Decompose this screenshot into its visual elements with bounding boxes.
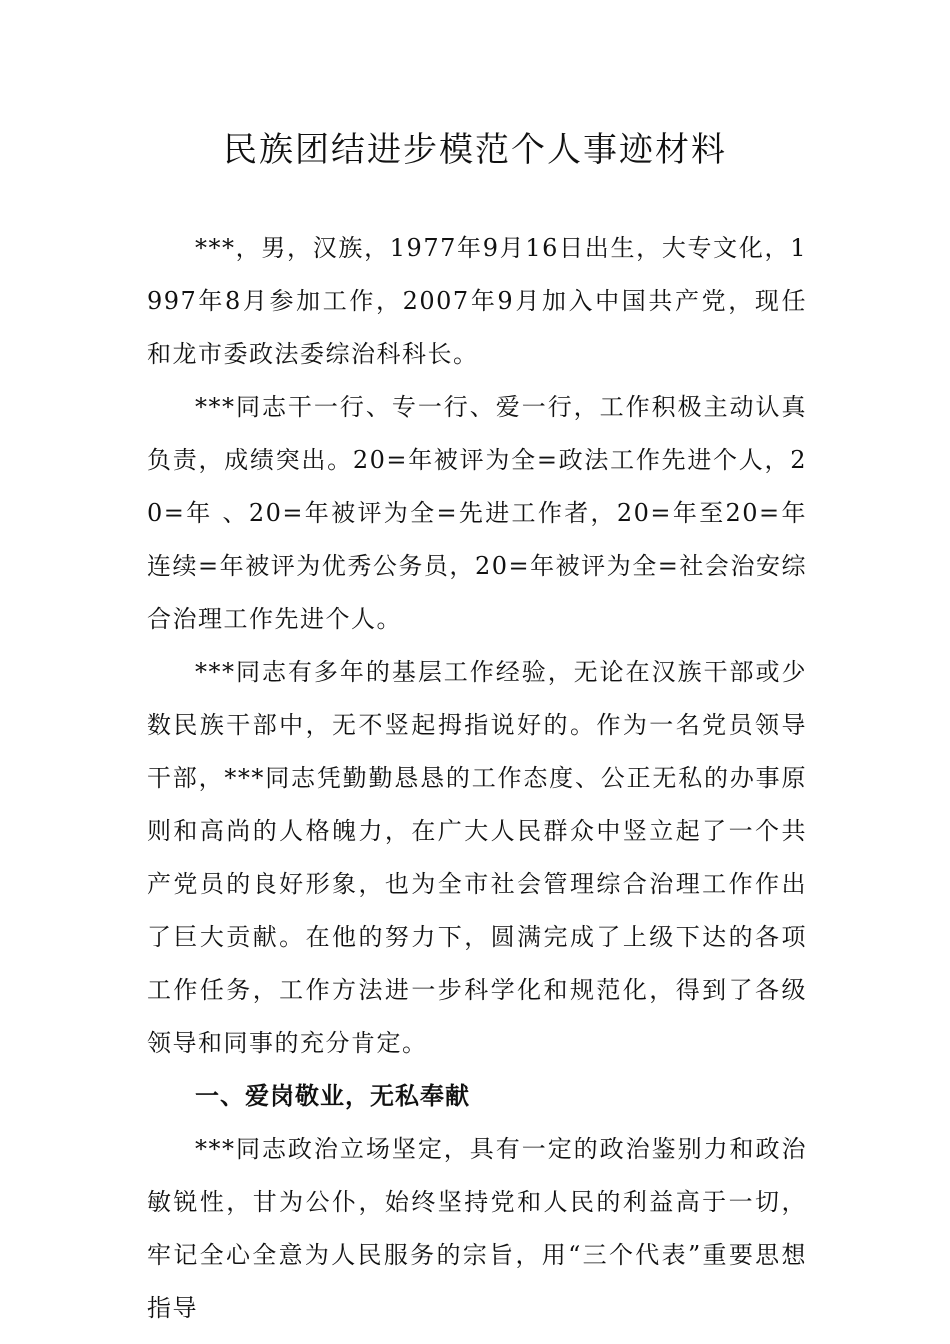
document-title: 民族团结进步模范个人事迹材料 [223, 130, 727, 170]
paragraph-section-body: ***同志政治立场坚定，具有一定的政治鉴别力和政治敏锐性，甘为公仆，始终坚持党和人民的利益高于一切，牢记全心全意为人民服务的宗旨，用“三个代表”重要思想指导 [147, 1135, 807, 1322]
paragraph-personal-info: ***，男，汉族，1977年9月16日出生，大专文化，1997年8月参加工作，2007年9月加入中国共产党，现任和龙市委政法委综治科科长。 [147, 234, 807, 368]
document-body [147, 222, 807, 1335]
paragraph-work-experience: ***同志有多年的基层工作经验，无论在汉族干部或少数民族干部中，无不竖起拇指说好的。作为一名党员领导干部，***同志凭勤勤恳恳的工作态度、公正无私的办事原则和高尚的人格魄力，在广大人民群众中竖立起了一个共产党员的良好形象，也为全市社会管理综合治理工作作出了巨大贡献。在他的努力下，圆满完成了上级下达的各项工作任务，工作方法进一步科学化和规范化，得到了各级领导和同事的充分肯定。 [147, 658, 807, 1057]
section-heading: 一、爱岗敬业，无私奉献 [195, 1082, 470, 1110]
paragraph-achievements: ***同志干一行、专一行、爱一行，工作积极主动认真负责，成绩突出。20=年被评为全=政法工作先进个人，20=年 、20=年被评为全=先进工作者，20=年至20=年连续=年被评为优秀公务员，20=年被评为全=社会治安综合治理工作先进个人。 [147, 393, 807, 633]
